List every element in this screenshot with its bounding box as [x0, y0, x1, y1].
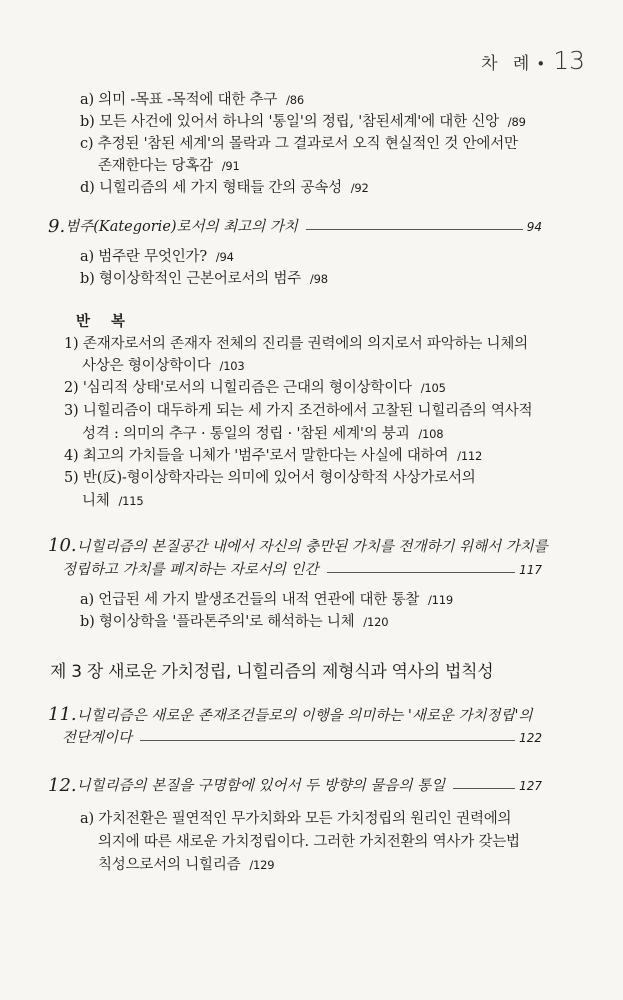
toc-entry: b) 형이상학적인 근본어로서의 범주 /98 [80, 271, 328, 287]
toc-entry: b) 형이상학을 '플라톤주의'로 해석하는 니체 /120 [80, 614, 389, 630]
toc-entry: 1) 존재자로서의 존재자 전체의 진리를 권력에의 의지로서 파악하는 니체의 [64, 336, 528, 352]
dot-leader [453, 788, 515, 789]
toc-entry: a) 언급된 세 가지 발생조건들의 내적 연관에 대한 통찰 /119 [80, 592, 453, 608]
page-number: 13 [553, 46, 585, 75]
chapter-title: 제 3 장 새로운 가치정립, 니힐리즘의 제형식과 역사의 법칙성 [50, 662, 494, 682]
dot-leader [140, 740, 515, 741]
section-label-repetition: 반 복 [76, 314, 134, 330]
header-title: 차 례 [481, 54, 535, 74]
toc-entry: 의지에 따른 새로운 가치정립이다. 그러한 가치전환의 역사가 갖는법 [98, 834, 520, 850]
toc-heading-10: 10.니힐리즘의 본질공간 내에서 자신의 충만된 가치를 전개하기 위해서 가치를 [48, 535, 548, 556]
toc-entry: a) 의미 -목표 -목적에 대한 추구 /86 [80, 92, 304, 108]
toc-entry: b) 모든 사건에 있어서 하나의 '통일'의 정립, '참된세계'에 대한 신앙 /89 [80, 114, 526, 130]
toc-heading-9: 9. 범주(Kategorie)로서의 최고의 가치 94 [48, 216, 542, 237]
toc-entry: 성격 : 의미의 추구 · 통일의 정립 · '참된 세계'의 붕괴 /108 [82, 426, 444, 442]
toc-heading-10-cont: 정립하고 가치를 폐지하는 자로서의 인간 117 [62, 562, 542, 578]
toc-entry: d) 니힐리즘의 세 가지 형태들 간의 공속성 /92 [80, 180, 369, 196]
toc-entry: 3) 니힐리즘이 대두하게 되는 세 가지 조건하에서 고찰된 니힐리즘의 역사적 [64, 403, 533, 419]
toc-entry: 2) '심리적 상태'로서의 니힐리즘은 근대의 형이상학이다 /105 [64, 380, 446, 396]
toc-entry: 4) 최고의 가치들을 니체가 '범주'로서 말한다는 사실에 대하여 /112 [64, 448, 483, 464]
toc-heading-12: 12. 니힐리즘의 본질을 구명함에 있어서 두 방향의 물음의 통일 127 [48, 775, 542, 796]
toc-heading-11-cont: 전단계이다 122 [62, 730, 542, 746]
toc-entry: c) 추정된 '참된 세계'의 몰락과 그 결과로서 오직 현실적인 것 안에서만 [80, 136, 518, 152]
toc-heading-11: 11.니힐리즘은 새로운 존재조건들로의 이행을 의미하는 '새로운 가치정립'의 [48, 704, 533, 725]
toc-entry: 칙성으로서의 니힐리즘 /129 [98, 857, 275, 873]
dot-leader [306, 229, 523, 230]
toc-entry: 존재한다는 당혹감 /91 [98, 158, 240, 174]
toc-entry: 니체 /115 [82, 493, 144, 509]
toc-entry: a) 범주란 무엇인가? /94 [80, 249, 234, 265]
header-dot: • [536, 55, 546, 73]
toc-entry: 사상은 형이상학이다 /103 [82, 358, 245, 374]
toc-entry: 5) 반(反)-형이상학자라는 의미에 있어서 형이상학적 사상가로서의 [64, 470, 476, 486]
toc-entry: a) 가치전환은 필연적인 무가치화와 모든 가치정립의 원리인 권력에의 [80, 811, 512, 827]
running-header [481, 46, 585, 75]
dot-leader [327, 572, 516, 573]
